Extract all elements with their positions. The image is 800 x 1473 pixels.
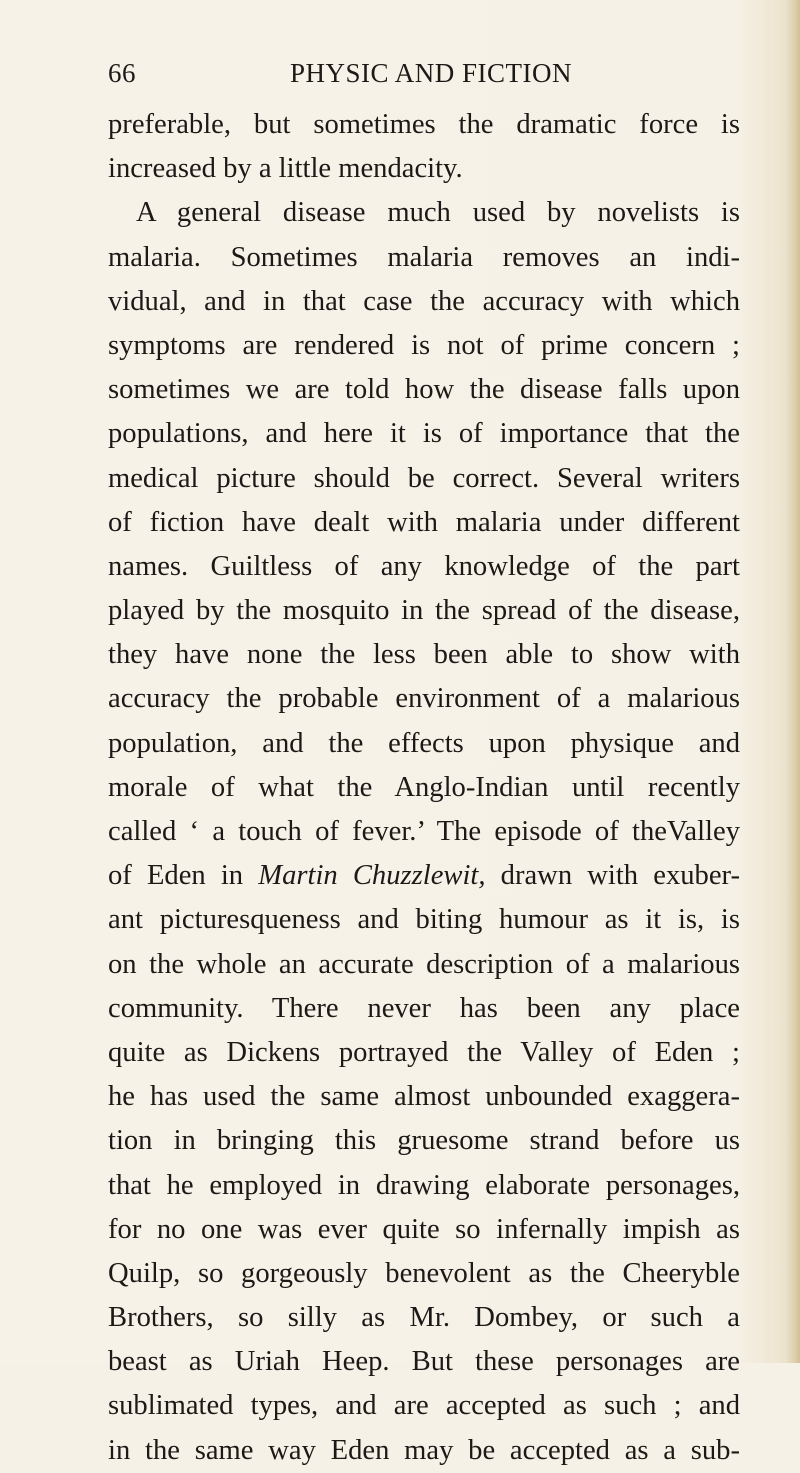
text-line: vidual, and in that case the accuracy with which xyxy=(108,285,740,317)
text-line: sometimes we are told how the disease falls upon xyxy=(108,374,740,406)
text-line: ant picturesqueness and biting humour as it is, is xyxy=(108,904,740,936)
book-title-italic: Martin Chuzzlewit, xyxy=(258,860,486,892)
running-head xyxy=(108,50,740,98)
text-line: on the whole an accurate description of a malarious xyxy=(108,948,740,980)
text-run: of Eden in xyxy=(108,860,259,892)
text-line: accuracy the probable environment of a malarious xyxy=(108,683,740,715)
text-line: malaria. Sometimes malaria removes an indi- xyxy=(108,241,740,273)
text-line: community. There never has been any place xyxy=(108,992,740,1024)
page-edge-shading xyxy=(786,0,800,1363)
text-line: names. Guiltless of any knowledge of the part xyxy=(108,550,740,582)
text-line: populations, and here it is of importance that the xyxy=(108,418,740,450)
text-line xyxy=(108,854,740,898)
text-line: medical picture should be correct. Several writers xyxy=(108,462,740,494)
text-line: symptoms are rendered is not of prime concern ; xyxy=(108,329,740,361)
text-line: increased by a little mendacity. xyxy=(108,153,463,185)
text-run: drawn with exuber- xyxy=(485,860,740,892)
text-line: Quilp, so gorgeously benevolent as the Cheeryble xyxy=(108,1257,740,1289)
text-line: for no one was ever quite so infernally impish as xyxy=(108,1213,740,1245)
text-line: in the same way Eden may be accepted as a sub- xyxy=(108,1434,740,1466)
text-line: of fiction have dealt with malaria under different xyxy=(108,506,740,538)
text-line: called ‘ a touch of fever.’ The episode of theValley xyxy=(108,816,740,847)
text-line: that he employed in drawing elaborate personages, xyxy=(108,1169,740,1201)
body-text xyxy=(108,103,740,1473)
text-line: he has used the same almost unbounded exaggera- xyxy=(108,1081,740,1113)
text-line: preferable, but sometimes the dramatic force is xyxy=(108,109,740,140)
page-number: 66 xyxy=(108,58,136,88)
text-line: A general disease much used by novelists is xyxy=(136,197,740,229)
text-line: morale of what the Anglo-Indian until recently xyxy=(108,771,740,803)
text-line: beast as Uriah Heep. But these personages are xyxy=(108,1346,740,1378)
text-line: quite as Dickens portrayed the Valley of Eden ; xyxy=(108,1036,740,1068)
text-line: played by the mosquito in the spread of the disease, xyxy=(108,595,740,627)
text-line: Brothers, so silly as Mr. Dombey, or such a xyxy=(108,1302,740,1334)
text-line: they have none the less been able to show with xyxy=(108,639,740,671)
running-title: PHYSIC AND FICTION xyxy=(289,58,573,88)
text-line: population, and the effects upon physique and xyxy=(108,727,740,759)
text-line: sublimated types, and are accepted as such ; and xyxy=(108,1390,740,1422)
text-line: tion in bringing this gruesome strand before us xyxy=(108,1125,740,1157)
